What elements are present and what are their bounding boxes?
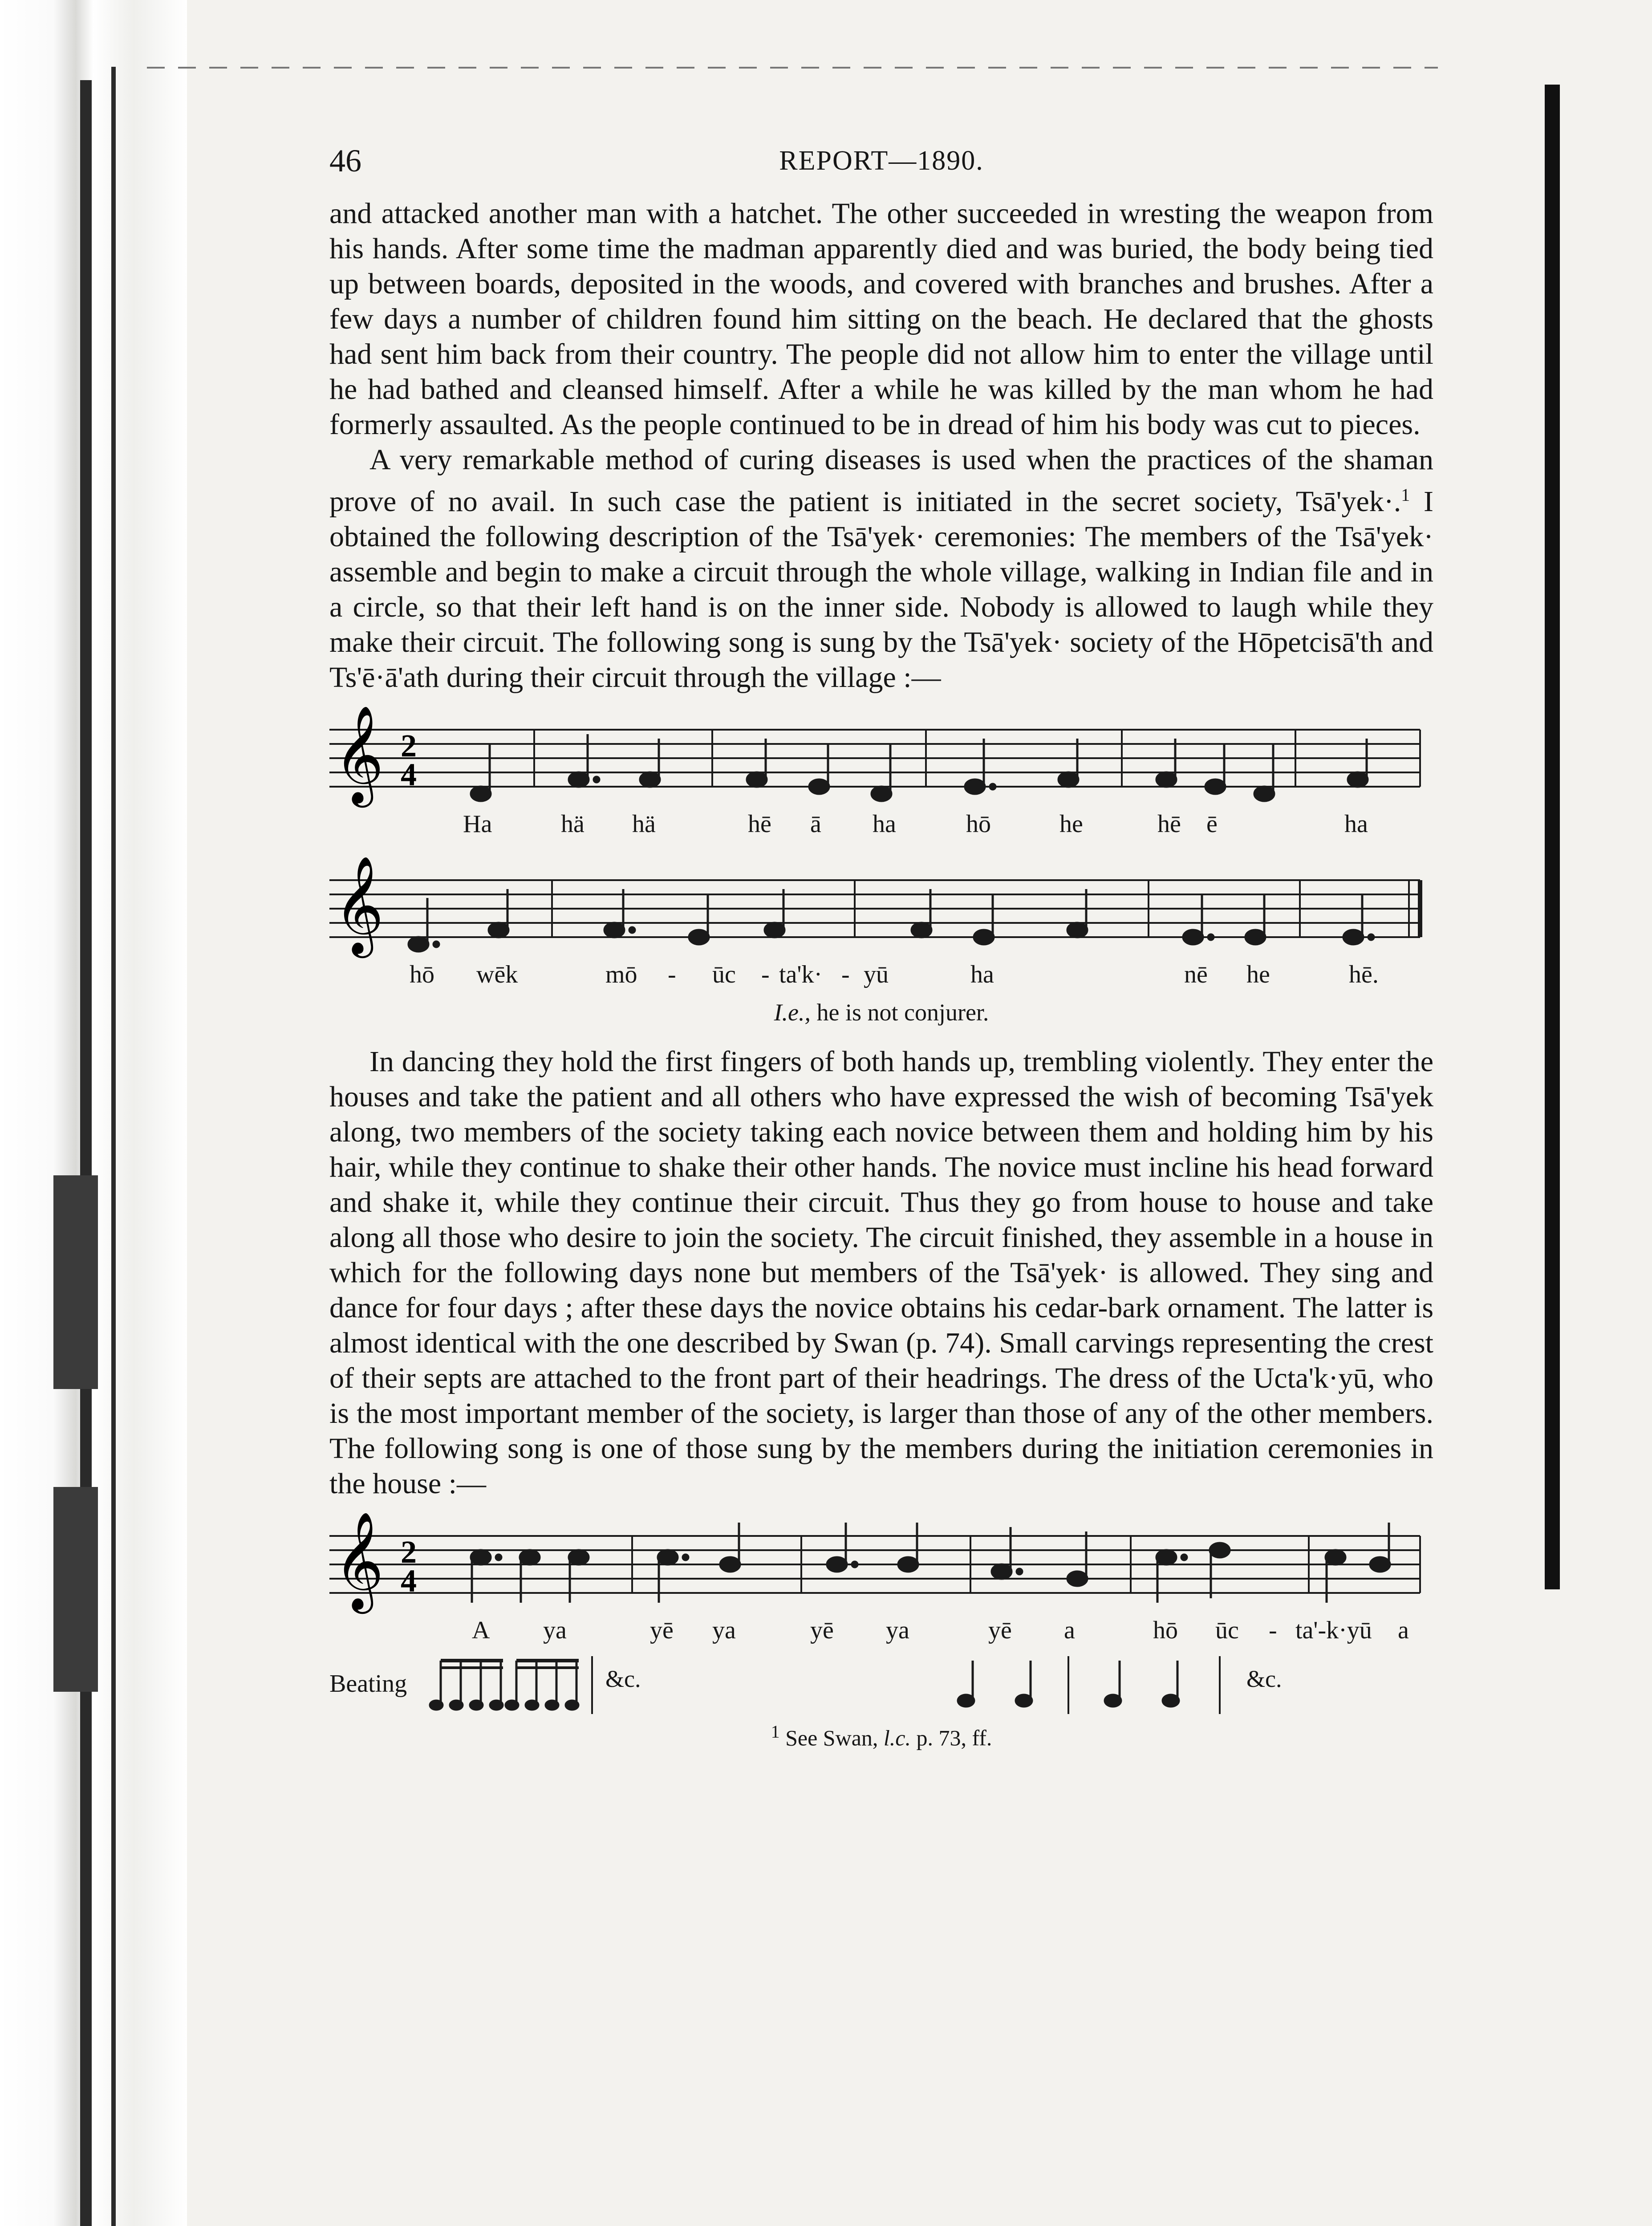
lyric-syllable: yē [988, 1617, 1012, 1644]
top-edge-rule [147, 67, 1438, 69]
time-sig-top: 2 [401, 728, 417, 764]
lyric-syllable: a [1398, 1617, 1409, 1644]
lyric-syllable: - [668, 961, 676, 988]
staff-notation-1b [329, 849, 1433, 960]
footnote [329, 1721, 1433, 1751]
right-edge-rule [1545, 85, 1560, 1589]
gutter-dark-patch [53, 1487, 98, 1692]
lyric-syllable: he [1059, 810, 1083, 838]
staff-notation-2 [329, 1505, 1433, 1616]
lyric-syllable: A [472, 1617, 490, 1644]
lyrics-line-2 [329, 1616, 1433, 1652]
music-staff-1a [329, 699, 1433, 845]
gutter-edge-line [80, 80, 92, 2226]
lyric-syllable: ta'k· [779, 961, 823, 988]
lyric-syllable: ūc [1215, 1617, 1239, 1644]
lyric-syllable: yē [810, 1617, 834, 1644]
book-page [329, 142, 1433, 1751]
etc-mark: &c. [1246, 1665, 1282, 1692]
paragraph-madman: and attacked another man with a hatchet. The other succeeded in wresting the weapon from his hands. After some time the madman apparently died and was buried, the body being tied up between boards, deposited in the woods, and covered with branches and brushes. After a few days a number of children found him sitting on the beach. He declared that the ghosts had sent him back from their country. The people did not allow him to enter the village until he had bathed and cleansed himself. After a while he was killed by the man whom he had formerly assaulted. As the people continued to be in dread of him his body was cut to pieces. [329, 197, 1433, 441]
music-staff-1b [329, 849, 1433, 996]
paragraph-text: A very remarkable method of curing diseases is used when the practices of the shaman prove of no avail. In such case the patient is initiated in the secret society, Tsā'yek·. [329, 443, 1433, 518]
lyric-syllable: ha [970, 961, 994, 988]
lyric-syllable: hō [1153, 1617, 1178, 1644]
etc-mark: &c. [605, 1665, 641, 1692]
footnote-text: See Swan, [779, 1725, 884, 1751]
treble-clef-icon: 𝄞 [334, 1511, 384, 1609]
lyric-syllable: ta'-k·yū [1295, 1617, 1372, 1644]
lyric-syllable: hō [410, 961, 434, 988]
lyric-syllable: wēk [476, 961, 518, 988]
gutter-dark-patch [53, 1175, 98, 1389]
lyric-syllable: ā [810, 810, 821, 838]
music-staff-2 [329, 1505, 1433, 1652]
lyric-syllable: hō [966, 810, 991, 838]
time-sig-bottom: 4 [401, 757, 417, 792]
lyric-syllable: ha [873, 810, 896, 838]
paragraph-dancing: In dancing they hold the first fingers of both hands up, trembling violently. They enter the houses and take the patient and all others who have expressed the wish of becoming Tsā'yek along, two members of the society taking each novice between them and holding him by his hair, while they continue to shake their other hands. The novice must incline his head forward and shake it, while they continue their circuit. Thus they go from house to house and take along all those who desire to join the society. The circuit finished, they assemble in a house in which for the following days none but members of the Tsā'yek· is allowed. They sing and dance for four days ; after these days the novice obtains his cedar-bark ornament. The latter is almost identical with the one described by Swan (p. 74). Small carvings representing the crest of their septs are attached to the front part of their headrings. The dress of the Ucta'k·yū, who is the most important member of the society, is larger than those of any of the other members. The following song is one of those sung by the members during the initiation ceremonies in the house :— [329, 1045, 1433, 1500]
music-caption [329, 999, 1433, 1026]
gutter-edge-line [111, 67, 116, 2226]
lyric-syllable: hä [632, 810, 656, 838]
lyric-syllable: ha [1344, 810, 1368, 838]
lyric-syllable: ya [712, 1617, 736, 1644]
staff-notation-1a [329, 699, 1433, 810]
footnote-marker: 1 [1401, 485, 1410, 505]
book-gutter [0, 0, 187, 2226]
lyrics-line-1b [329, 960, 1433, 996]
lyric-syllable: nē [1184, 961, 1208, 988]
lyric-syllable: hä [561, 810, 584, 838]
footnote-abbrev: l.c. [883, 1725, 911, 1751]
lyric-syllable: - [1269, 1617, 1277, 1644]
beating-label: Beating [329, 1670, 407, 1698]
caption-text: he is not conjurer. [811, 999, 989, 1026]
lyric-syllable: - [841, 961, 850, 988]
caption-abbrev: I.e., [774, 999, 811, 1026]
lyrics-line-1a [329, 810, 1433, 845]
running-head: REPORT—1890. [779, 146, 984, 176]
paragraph-tsayek-intro [329, 442, 1433, 695]
lyric-syllable: yē [650, 1617, 674, 1644]
lyric-syllable: - [761, 961, 770, 988]
footnote-text: p. 73, ff. [911, 1725, 992, 1751]
time-sig-bottom: 4 [401, 1563, 417, 1599]
beating-row [329, 1652, 1433, 1718]
lyric-syllable: hē [748, 810, 771, 838]
lyric-syllable: ūc [712, 961, 736, 988]
lyric-syllable: ē [1206, 810, 1218, 838]
lyric-syllable: yū [864, 961, 889, 988]
lyric-syllable: Ha [463, 810, 492, 838]
paragraph-text: I obtained the following description of the Tsā'yek· ceremonies: The members of the Tsā'yek· assemble and begin to make a circuit through the whole village, walking in Indian file and in a circle, so that their left hand is on the inner side. Nobody is allowed to laugh while they make their circuit. The following song is sung by the Tsā'yek· society of the Hōpetcisā'th and Ts'ē·ā'ath during their circuit through the village :— [329, 485, 1433, 694]
treble-clef-icon: 𝄞 [334, 705, 384, 803]
lyric-syllable: hē. [1349, 961, 1379, 988]
lyric-syllable: hē [1157, 810, 1181, 838]
lyric-syllable: mō [605, 961, 637, 988]
lyric-syllable: ya [543, 1617, 567, 1644]
treble-clef-icon: 𝄞 [334, 855, 384, 954]
footnote-number: 1 [771, 1722, 780, 1742]
lyric-syllable: ya [886, 1617, 909, 1644]
time-sig-top: 2 [401, 1534, 417, 1570]
page-header [329, 142, 1433, 196]
lyric-syllable: he [1246, 961, 1270, 988]
lyric-syllable: a [1064, 1617, 1075, 1644]
page-number: 46 [329, 143, 361, 179]
